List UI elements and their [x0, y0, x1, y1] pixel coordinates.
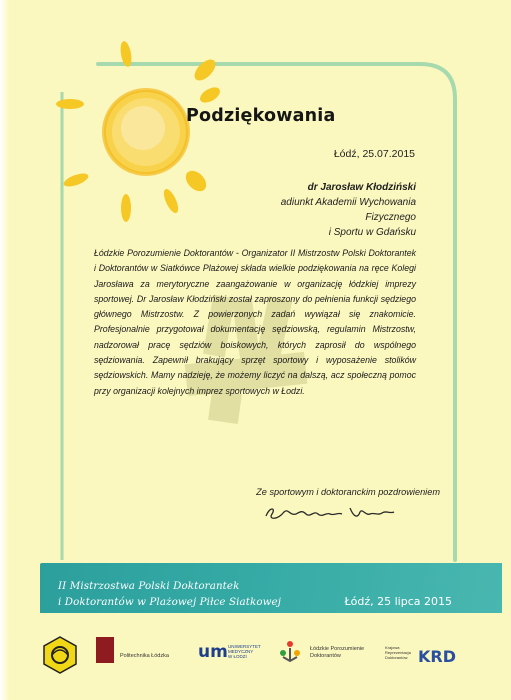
lpd-name — [310, 646, 364, 659]
lpd-line-2: Doktorantów — [310, 652, 341, 659]
krd-name — [385, 645, 411, 660]
document-title: Podziękowania — [186, 106, 336, 126]
lpd-emblem — [279, 639, 301, 665]
recipient-role-line-2: i Sportu w Gdańsku — [328, 227, 416, 238]
event-banner — [40, 563, 502, 613]
umed-name — [228, 644, 261, 659]
krd-line-2: Reprezentacja — [385, 650, 411, 655]
banner-title-line-1: II Mistrzostwa Polski Doktorantek — [58, 580, 240, 592]
lpd-line-1: Łódzkie Porozumienie — [310, 646, 365, 652]
banner-title-line-2: i Doktorantów w Plażowej Piłce Siatkowej — [58, 596, 282, 608]
politechnika-emblem — [96, 637, 114, 663]
recipient-block — [230, 180, 416, 240]
krd-emblem: KRD — [418, 647, 456, 666]
umed-line-1: UNIWERSYTET — [228, 644, 261, 649]
sponsor-logos — [0, 625, 511, 685]
politechnika-name: Politechnika Łódzka — [120, 653, 169, 659]
umed-emblem: um — [198, 642, 228, 662]
recipient-name: dr Jarosław Kłodziński — [307, 182, 416, 193]
banner-date: Łódź, 25 lipca 2015 — [344, 595, 452, 608]
closing-greeting: Ze sportowym i doktoranckim pozdrowieniem — [256, 487, 440, 497]
volleyball-logo — [40, 635, 80, 675]
krd-line-3: Doktorantów — [385, 655, 408, 660]
umed-line-3: W ŁODZI — [228, 654, 247, 659]
umed-line-2: MEDYCZNY — [228, 649, 254, 654]
issue-date: Łódź, 25.07.2015 — [333, 148, 415, 160]
krd-line-1: Krajowa — [385, 645, 400, 650]
recipient-role-line-1: adiunkt Akademii Wychowania Fizycznego — [280, 197, 416, 223]
handwritten-signature — [262, 502, 402, 524]
body-paragraph: Łódzkie Porozumienie Doktorantów - Organizator II Mistrzostw Polski Doktorantek i Doktorantów w Siatkówce Plażowej składa wielkie podziękowania na ręce Kolegi Jarosława za merytoryczne zaangażowanie w organizację łódzkiej imprezy sportowej. Dr Jarosław Kłodziński został zaproszony do pełnienia funkcji sędziego głównego Mistrzostw. Z powierzonych zadań wywiązał się znakomicie. Profesjonalnie przygotował dokumentację sędziowską, regulamin Mistrzostw, nadzorował pracę sędziów boiskowych, których zaprosił do wspólnego sędziowania. Zapewnił brakujący sprzęt sportowy i wyposażenie stolików sędziowskich. Mamy nadzieję, że możemy liczyć na dalszą, acz społeczną pomoc przy organizacji kolejnych imprez sportowych w Łodzi. — [94, 248, 416, 396]
